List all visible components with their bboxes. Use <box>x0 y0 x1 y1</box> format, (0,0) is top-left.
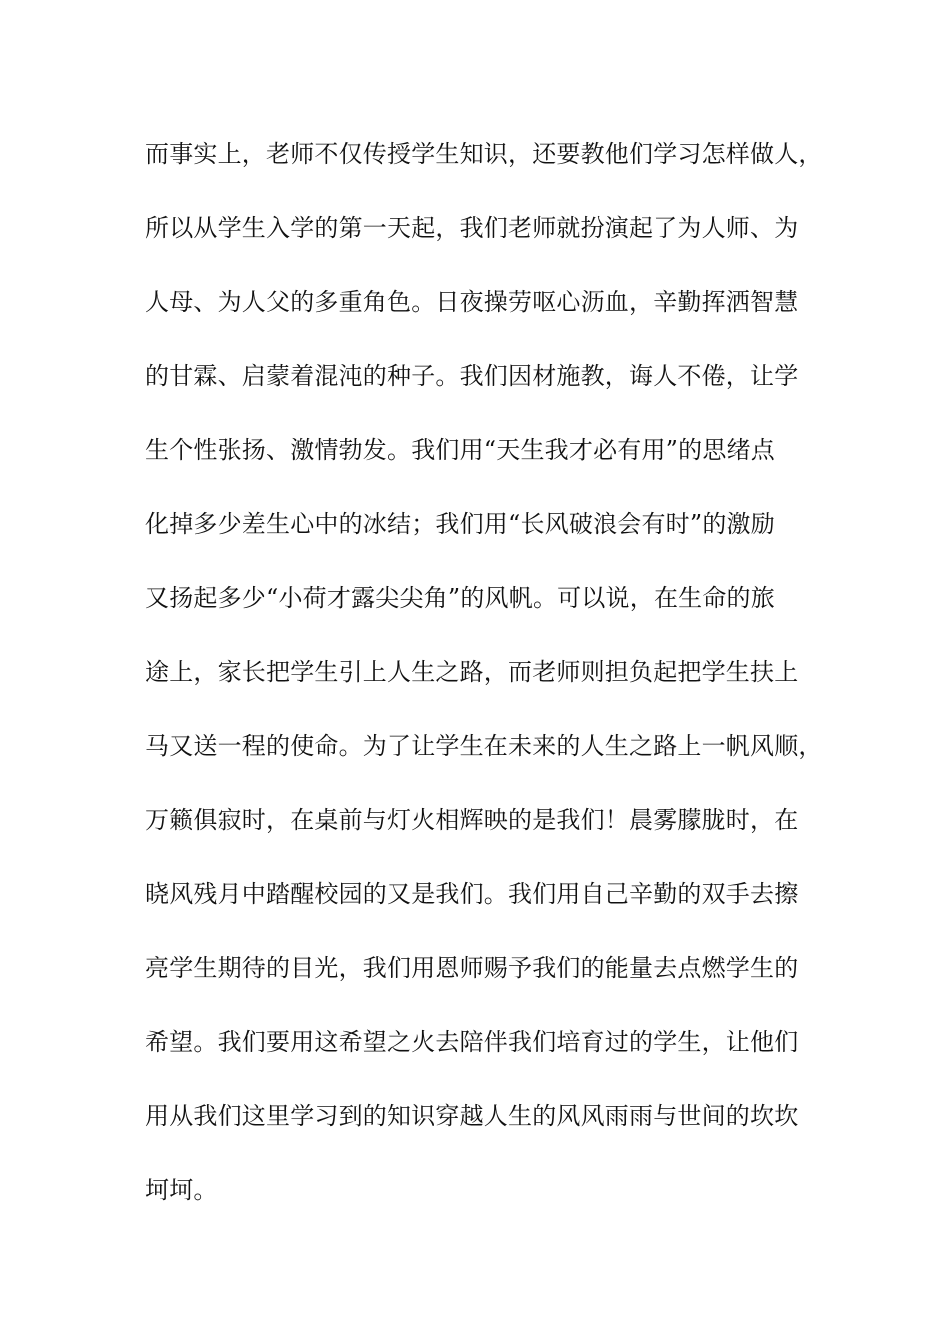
text-line: 马又送一程的使命。为了让学生在未来的人生之路上一帆风顺， <box>145 732 823 760</box>
text-line: 又扬起多少“小荷才露尖尖角”的风帆。可以说，在生命的旅 <box>145 584 775 612</box>
text-line: 晓风残月中踏醒校园的又是我们。我们用自己辛勤的双手去擦 <box>145 880 799 908</box>
text-line: 用从我们这里学习到的知识穿越人生的风风雨雨与世间的坎坎 <box>145 1102 799 1130</box>
text-line: 亮学生期待的目光，我们用恩师赐予我们的能量去点燃学生的 <box>145 954 799 982</box>
text-line: 的甘霖、启蒙着混沌的种子。我们因材施教，诲人不倦，让学 <box>145 362 799 390</box>
text-line: 途上，家长把学生引上人生之路，而老师则担负起把学生扶上 <box>145 658 799 686</box>
text-line: 化掉多少差生心中的冰结；我们用“长风破浪会有时”的激励 <box>145 510 775 538</box>
text-line: 希望。我们要用这希望之火去陪伴我们培育过的学生，让他们 <box>145 1028 799 1056</box>
text-line: 生个性张扬、激情勃发。我们用“天生我才必有用”的思绪点 <box>145 436 775 464</box>
text-line: 坷坷。 <box>145 1176 218 1204</box>
text-line: 人母、为人父的多重角色。日夜操劳呕心沥血，辛勤挥洒智慧 <box>145 288 799 316</box>
text-line: 所以从学生入学的第一天起，我们老师就扮演起了为人师、为 <box>145 214 799 242</box>
text-line: 而事实上，老师不仅传授学生知识，还要教他们学习怎样做人， <box>145 140 823 168</box>
text-line: 万籁俱寂时，在桌前与灯火相辉映的是我们！晨雾朦胧时，在 <box>145 806 799 834</box>
body-paragraph <box>145 130 823 1240</box>
